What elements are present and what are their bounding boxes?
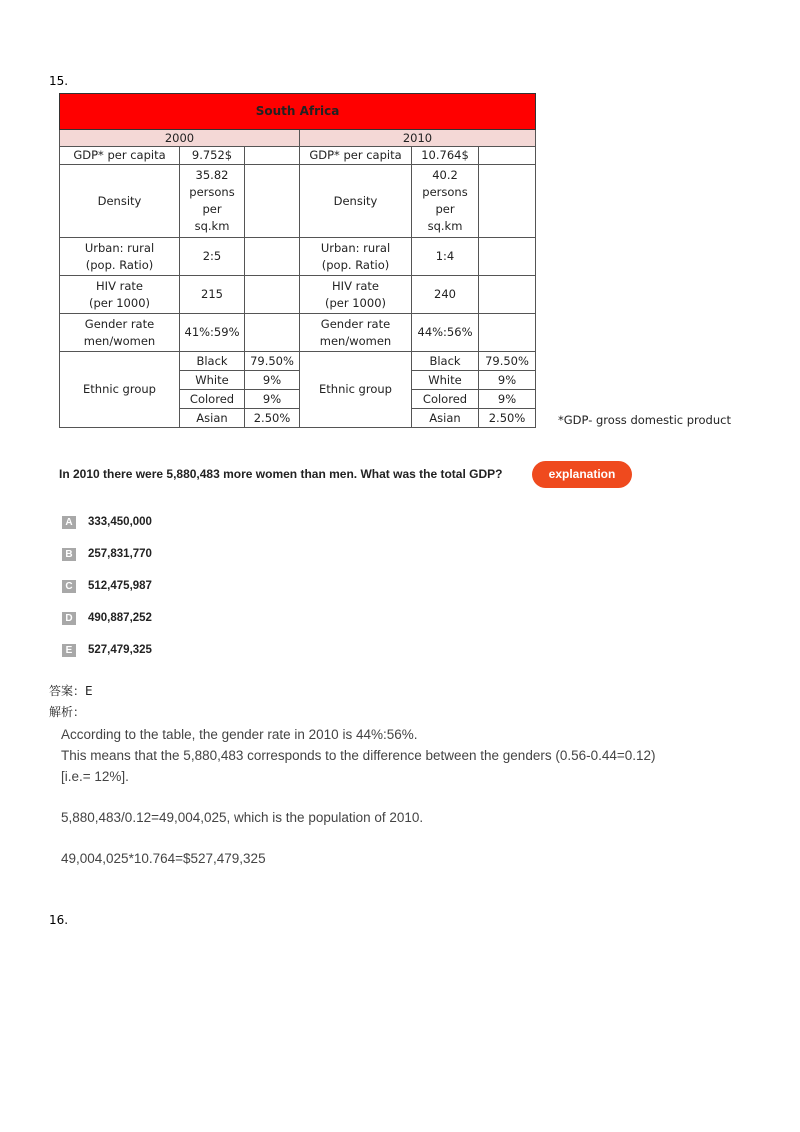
density-value-line: persons [189, 185, 235, 199]
hiv-label-line: (per 1000) [325, 295, 386, 310]
table-title: South Africa [60, 94, 536, 130]
empty-cell [245, 238, 300, 276]
urban-label-2000 [60, 238, 180, 276]
ethnic-name-2010: White [412, 371, 479, 390]
option-letter-badge: A [62, 516, 76, 529]
option-letter-badge: B [62, 548, 76, 561]
ethnic-label-2010: Ethnic group [300, 352, 412, 428]
hiv-value-2010: 240 [412, 276, 479, 314]
gender-label-line: Gender rate [84, 316, 155, 331]
density-value-line: persons [422, 185, 468, 199]
question-number-15: 15. [49, 74, 69, 88]
explanation-line: 5,880,483/0.12=49,004,025, which is the population of 2010. [61, 810, 424, 825]
option-letter-badge: D [62, 612, 76, 625]
urban-label-line: Urban: rural [320, 240, 391, 255]
urban-label-line: (pop. Ratio) [321, 257, 390, 272]
explanation-line: 49,004,025*10.764=$527,479,325 [61, 851, 266, 866]
ethnic-name-2000: Asian [180, 409, 245, 428]
analysis-label: 解析： [49, 705, 86, 719]
density-value-line: sq.km [427, 219, 463, 233]
ethnic-name-2000: Colored [180, 390, 245, 409]
hiv-label-line: (per 1000) [89, 295, 150, 310]
density-value-line: per [435, 202, 455, 216]
option-value: 490,887,252 [88, 612, 152, 624]
ethnic-value-2010: 9% [479, 390, 536, 409]
hiv-value-2000: 215 [180, 276, 245, 314]
urban-label-line: (pop. Ratio) [85, 257, 154, 272]
density-value-line: sq.km [194, 219, 230, 233]
year-2000-header: 2000 [60, 130, 300, 147]
ethnic-name-2010: Black [412, 352, 479, 371]
option-value: 333,450,000 [88, 516, 152, 528]
gdp-label-2010: GDP* per capita [300, 147, 412, 165]
ethnic-value-2000: 79.50% [245, 352, 300, 371]
urban-label-line: Urban: rural [84, 240, 155, 255]
empty-cell [479, 147, 536, 165]
option-letter-badge: C [62, 580, 76, 593]
empty-cell [479, 238, 536, 276]
option-b[interactable] [62, 547, 152, 561]
explanation-line: [i.e.= 12%]. [61, 769, 129, 784]
ethnic-value-2000: 9% [245, 371, 300, 390]
empty-cell [245, 276, 300, 314]
ethnic-value-2010: 2.50% [479, 409, 536, 428]
density-label-2010: Density [300, 165, 412, 238]
ethnic-name-2010: Colored [412, 390, 479, 409]
gdp-value-2000: 9.752$ [180, 147, 245, 165]
density-label-2000: Density [60, 165, 180, 238]
ethnic-value-2000: 2.50% [245, 409, 300, 428]
explanation-line: According to the table, the gender rate in 2010 is 44%:56%. [61, 727, 418, 742]
empty-cell [479, 165, 536, 238]
hiv-label-line: HIV rate [332, 278, 379, 293]
option-c[interactable] [62, 579, 152, 593]
gender-label-2000 [60, 314, 180, 352]
urban-value-2000: 2:5 [180, 238, 245, 276]
hiv-label-2010 [300, 276, 412, 314]
gender-label-line: men/women [83, 333, 156, 348]
option-value: 512,475,987 [88, 580, 152, 592]
gender-label-2010 [300, 314, 412, 352]
density-value-line: 35.82 [195, 168, 229, 182]
option-value: 257,831,770 [88, 548, 152, 560]
south-africa-table [59, 93, 536, 428]
empty-cell [479, 276, 536, 314]
density-value-2010 [412, 165, 479, 238]
ethnic-value-2000: 9% [245, 390, 300, 409]
gender-label-line: Gender rate [320, 316, 391, 331]
question-number-16: 16. [49, 913, 69, 927]
option-value: 527,479,325 [88, 644, 152, 656]
ethnic-name-2000: Black [180, 352, 245, 371]
ethnic-name-2010: Asian [412, 409, 479, 428]
option-d[interactable] [62, 611, 152, 625]
gender-label-line: men/women [319, 333, 392, 348]
empty-cell [245, 165, 300, 238]
hiv-label-line: HIV rate [96, 278, 143, 293]
explanation-button[interactable]: explanation [532, 461, 632, 488]
question-text: In 2010 there were 5,880,483 more women than men. What was the total GDP? [59, 467, 503, 481]
option-a[interactable] [62, 515, 152, 529]
gdp-label-2000: GDP* per capita [60, 147, 180, 165]
hiv-label-2000 [60, 276, 180, 314]
empty-cell [245, 147, 300, 165]
option-e[interactable] [62, 643, 152, 657]
density-value-2000 [180, 165, 245, 238]
density-value-line: per [202, 202, 222, 216]
ethnic-value-2010: 79.50% [479, 352, 536, 371]
empty-cell [245, 314, 300, 352]
answer-line: 答案：E [49, 684, 93, 698]
urban-label-2010 [300, 238, 412, 276]
year-2010-header: 2010 [300, 130, 536, 147]
option-letter-badge: E [62, 644, 76, 657]
ethnic-value-2010: 9% [479, 371, 536, 390]
explanation-line: This means that the 5,880,483 corresponds to the difference between the genders (0.56-0.44=0.12) [61, 748, 656, 763]
ethnic-name-2000: White [180, 371, 245, 390]
gender-value-2010: 44%:56% [412, 314, 479, 352]
density-value-line: 40.2 [432, 168, 458, 182]
urban-value-2010: 1:4 [412, 238, 479, 276]
gdp-footnote: *GDP- gross domestic product [558, 413, 731, 427]
gender-value-2000: 41%:59% [180, 314, 245, 352]
gdp-value-2010: 10.764$ [412, 147, 479, 165]
ethnic-label-2000: Ethnic group [60, 352, 180, 428]
empty-cell [479, 314, 536, 352]
